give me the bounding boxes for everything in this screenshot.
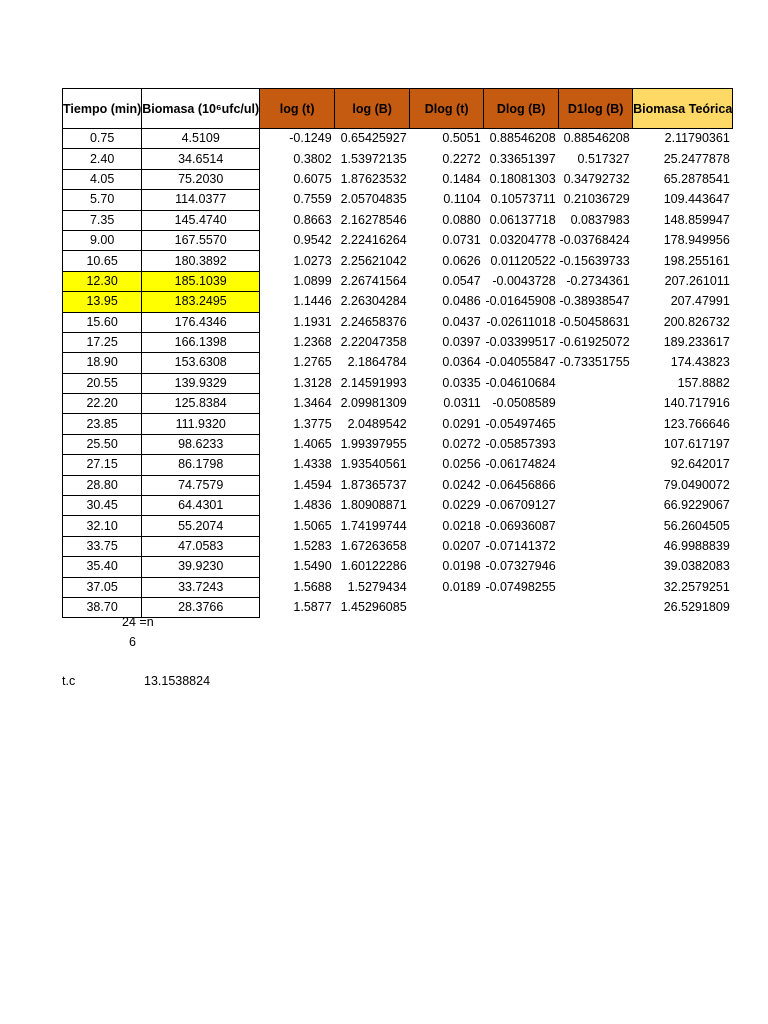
table-cell: 1.5283 [293, 539, 332, 553]
table-cell: 33.7243 [142, 577, 260, 597]
table-cell: 1.4836 [293, 498, 332, 513]
table-cell: 74.7579 [142, 475, 260, 495]
table-cell: 0.0437 [442, 314, 481, 329]
table-cell: 109.443647 [663, 192, 730, 207]
table-cell: 5.70 [63, 190, 142, 210]
table-cell: 189.233617 [663, 335, 730, 350]
table-cell: 2.0489542 [347, 416, 407, 431]
table-cell: 2.26741564 [340, 273, 407, 288]
table-cell: 207.261011 [664, 273, 730, 288]
table-cell: 0.5051 [442, 131, 481, 146]
table-cell [559, 597, 633, 617]
table-cell: 0.88546208 [489, 131, 556, 146]
header-row [63, 89, 733, 129]
table-cell [559, 557, 633, 577]
table-cell: 1.4065 [293, 437, 332, 452]
table-cell: 13.95 [63, 292, 142, 312]
table-cell: 10.65 [63, 251, 142, 271]
header-log-b: log (B) [335, 89, 410, 129]
table-cell: 15.60 [63, 312, 142, 332]
table-cell: 0.0880 [442, 212, 481, 227]
table-cell: 0.0335 [442, 375, 481, 390]
header-dlog-t: Dlog (t) [410, 89, 484, 129]
table-cell: 64.4301 [142, 496, 260, 516]
table-cell: 35.40 [63, 557, 142, 577]
table-cell: 17.25 [63, 332, 142, 352]
table-cell: 0.6075 [293, 171, 332, 186]
table-row [63, 149, 733, 169]
table-row [63, 373, 733, 393]
table-cell: 9.00 [63, 230, 142, 250]
table-cell: 37.05 [63, 577, 142, 597]
table-cell: 185.1039 [142, 271, 260, 291]
table-cell: 18.90 [63, 353, 142, 373]
table-cell: 140.717916 [663, 396, 730, 411]
table-cell: 0.0364 [442, 355, 481, 370]
table-cell: 2.22047358 [340, 335, 407, 350]
table-cell: 157.8882 [677, 375, 730, 390]
table-cell: 30.45 [63, 496, 142, 516]
table-cell: -0.38938547 [559, 294, 630, 309]
table-cell: -0.01645908 [485, 294, 556, 309]
table-cell: 2.09981309 [340, 396, 407, 411]
table-cell: 2.14591993 [340, 375, 407, 390]
table-cell: -0.0043728 [492, 273, 556, 288]
table-cell: 107.617197 [663, 437, 730, 452]
table-cell: 1.74199744 [340, 518, 407, 533]
table-cell: 1.0273 [293, 253, 332, 268]
table-cell: 0.0311 [443, 396, 481, 411]
table-cell: 28.3766 [142, 597, 260, 617]
table-cell: 22.20 [63, 394, 142, 414]
table-cell: -0.0508589 [492, 396, 556, 411]
table-cell: -0.04610684 [485, 375, 556, 390]
table-cell: 1.67263658 [340, 539, 407, 553]
table-cell: -0.03768424 [559, 233, 630, 248]
table-cell: 46.9988839 [663, 539, 730, 553]
table-cell: 0.0198 [442, 559, 481, 574]
table-row [63, 292, 733, 312]
table-row [63, 230, 733, 250]
table-cell: 178.949956 [663, 233, 730, 248]
table-cell: 0.03204778 [489, 233, 556, 248]
table-cell: 114.0377 [142, 190, 260, 210]
table-cell: 198.255161 [663, 253, 730, 268]
table-cell: 2.1864784 [347, 355, 407, 370]
table-cell: -0.61925072 [559, 335, 630, 350]
table-cell: 0.0272 [442, 437, 481, 452]
table-cell: 56.2604505 [663, 518, 730, 533]
table-row [63, 577, 733, 597]
table-cell: 1.99397955 [340, 437, 407, 452]
table-cell: 92.642017 [670, 457, 730, 472]
table-cell: 0.0837983 [570, 212, 630, 227]
n-value: 24 [122, 615, 136, 629]
table-cell: 1.3464 [293, 396, 332, 411]
table-row [63, 516, 733, 536]
table-cell: 75.2030 [142, 169, 260, 189]
n-note [122, 615, 154, 629]
table-cell: 1.1446 [293, 294, 332, 309]
table-cell: 38.70 [63, 597, 142, 617]
table-cell: 0.33651397 [489, 151, 556, 166]
table-cell: 0.0218 [442, 518, 481, 533]
table-cell [559, 414, 633, 434]
table-cell: 1.87365737 [340, 477, 407, 492]
table-cell: 123.766646 [663, 416, 730, 431]
table-cell: 207.47991 [670, 294, 730, 309]
table-cell: 0.517327 [577, 151, 630, 166]
header-dlog-b: Dlog (B) [484, 89, 559, 129]
table-cell: 1.93540561 [340, 457, 407, 472]
data-table [62, 88, 733, 618]
table-cell: -0.05497465 [485, 416, 556, 431]
table-cell [559, 516, 633, 536]
table-cell: 32.2579251 [663, 579, 730, 594]
table-row [63, 455, 733, 475]
table-cell: 28.80 [63, 475, 142, 495]
table-cell: 1.3775 [293, 416, 332, 431]
table-cell: 0.06137718 [489, 212, 556, 227]
table-cell: 1.5490 [293, 559, 332, 574]
table-cell: 1.5279434 [347, 579, 407, 594]
table-cell: 148.859947 [663, 212, 730, 227]
table-cell: 174.43823 [670, 355, 730, 370]
table-cell: 1.2765 [293, 355, 332, 370]
table-cell: 0.18081303 [489, 171, 556, 186]
table-cell: 200.826732 [663, 314, 730, 329]
table-cell: -0.04055847 [485, 355, 556, 370]
table-cell: -0.2734361 [566, 273, 630, 288]
table-cell: 0.0242 [442, 477, 481, 492]
table-cell: -0.03399517 [485, 335, 556, 350]
table-cell: 55.2074 [142, 516, 260, 536]
table-cell: 145.4740 [142, 210, 260, 230]
table-cell: -0.15639733 [559, 253, 630, 268]
table-cell: 0.0229 [442, 498, 481, 513]
table-cell: 1.5065 [293, 518, 332, 533]
table-cell [559, 455, 633, 475]
table-cell: -0.05857393 [485, 437, 556, 452]
table-cell: 66.9229067 [663, 498, 730, 513]
table-cell: 0.8663 [293, 212, 332, 227]
table-row [63, 536, 733, 556]
table-cell: 167.5570 [142, 230, 260, 250]
table-cell: 1.5688 [293, 579, 332, 594]
table-cell: 25.50 [63, 434, 142, 454]
table-cell: 0.65425927 [340, 131, 407, 146]
table-cell: 0.10573711 [490, 192, 556, 207]
table-cell [410, 597, 484, 617]
table-cell: 4.05 [63, 169, 142, 189]
table-cell: 2.16278546 [340, 212, 407, 227]
table-cell: -0.07141372 [485, 539, 556, 553]
table-cell: -0.07498255 [485, 579, 556, 594]
header-log-t: log (t) [260, 89, 335, 129]
table-row [63, 394, 733, 414]
table-row [63, 475, 733, 495]
table-cell [559, 394, 633, 414]
table-cell: 139.9329 [142, 373, 260, 393]
table-row [63, 414, 733, 434]
table-cell: 20.55 [63, 373, 142, 393]
table-cell: 65.2878541 [663, 171, 730, 186]
table-cell: 1.2368 [293, 335, 332, 350]
table-cell: 0.7559 [293, 192, 332, 207]
table-cell [484, 597, 559, 617]
table-cell: 33.75 [63, 536, 142, 556]
table-cell [559, 496, 633, 516]
table-cell [559, 434, 633, 454]
table-cell: 1.80908871 [340, 498, 407, 513]
table-cell: 98.6233 [142, 434, 260, 454]
table-cell: -0.06174824 [485, 457, 556, 472]
table-cell [559, 475, 633, 495]
table-cell: 125.8384 [142, 394, 260, 414]
table-cell: 27.15 [63, 455, 142, 475]
table-cell: 2.22416264 [340, 233, 407, 248]
table-row [63, 169, 733, 189]
table-cell: 34.6514 [142, 149, 260, 169]
table-cell: 176.4346 [142, 312, 260, 332]
table-cell: 47.0583 [142, 536, 260, 556]
table-cell: 0.01120522 [490, 253, 556, 268]
table-cell: 39.9230 [142, 557, 260, 577]
table-cell: 25.2477878 [663, 151, 730, 166]
table-cell [559, 536, 633, 556]
table-cell: 1.53972135 [340, 151, 407, 166]
table-row [63, 190, 733, 210]
table-cell: 166.1398 [142, 332, 260, 352]
table-cell: 0.0731 [442, 233, 481, 248]
table-row [63, 251, 733, 271]
table-cell: 1.0899 [293, 273, 332, 288]
table-cell: -0.06456866 [485, 477, 556, 492]
table-cell [559, 373, 633, 393]
table-row [63, 271, 733, 291]
table-cell: 2.05704835 [340, 192, 407, 207]
table-row [63, 434, 733, 454]
table-cell: 1.3128 [293, 375, 332, 390]
table-cell: -0.06936087 [485, 518, 556, 533]
table-cell: 1.4594 [293, 477, 332, 492]
table-cell: 2.26304284 [340, 294, 407, 309]
table-cell: 0.0547 [442, 273, 481, 288]
table-cell: 79.0490072 [663, 477, 730, 492]
table-cell: 183.2495 [142, 292, 260, 312]
table-body [63, 129, 733, 618]
table-row [63, 312, 733, 332]
table-cell: 7.35 [63, 210, 142, 230]
table-cell: 39.0382083 [663, 559, 730, 574]
table-cell: 0.75 [63, 129, 142, 149]
table-cell: -0.02611018 [486, 314, 556, 329]
table-cell: 1.4338 [293, 457, 332, 472]
tc-value: 13.1538824 [144, 674, 211, 688]
table-cell: 0.9542 [293, 233, 332, 248]
n-label: =n [139, 615, 154, 629]
table-cell: 0.0207 [442, 539, 481, 553]
table-cell: 1.87623532 [340, 171, 407, 186]
table-cell: 153.6308 [142, 353, 260, 373]
table-cell: 23.85 [63, 414, 142, 434]
table-cell: 0.0626 [442, 253, 481, 268]
header-biomasa: Biomasa (10⁶ufc/ul) [142, 89, 260, 129]
table-cell: -0.1249 [289, 131, 332, 146]
table-cell: 0.0486 [442, 294, 481, 309]
table-cell: -0.50458631 [559, 314, 630, 329]
table-cell: 32.10 [63, 516, 142, 536]
header-tiempo: Tiempo (min) [63, 89, 142, 129]
table-cell: 0.34792732 [563, 171, 630, 186]
table-cell: 180.3892 [142, 251, 260, 271]
table-cell: 1.1931 [293, 314, 332, 329]
table-row [63, 597, 733, 617]
table-cell: 0.1104 [443, 192, 481, 207]
table-cell: 0.21036729 [563, 192, 630, 207]
table-row [63, 210, 733, 230]
header-biomasa-teorica: Biomasa Teórica [633, 89, 733, 129]
table-cell [559, 577, 633, 597]
table-cell: 0.0256 [442, 457, 481, 472]
table-cell: 2.40 [63, 149, 142, 169]
table-row [63, 557, 733, 577]
table-row [63, 332, 733, 352]
table-row [63, 496, 733, 516]
six-value: 6 [129, 635, 136, 649]
table-cell: -0.07327946 [485, 559, 556, 574]
table-cell: 86.1798 [142, 455, 260, 475]
table-cell: 0.1484 [442, 171, 481, 186]
table-row [63, 353, 733, 373]
table-cell: 111.9320 [142, 414, 260, 434]
table-cell: 0.0189 [442, 579, 481, 594]
table-cell: 1.45296085 [340, 600, 407, 615]
table-cell: 0.3802 [293, 151, 332, 166]
table-cell: -0.06709127 [485, 498, 556, 513]
table-row [63, 129, 733, 149]
header-d1log-b: D1log (B) [559, 89, 633, 129]
tc-label: t.c [62, 674, 76, 688]
table-cell: 1.60122286 [340, 559, 407, 574]
table-cell: 2.24658376 [340, 314, 407, 329]
table-cell: -0.73351755 [559, 355, 630, 370]
table-cell: 2.11790361 [664, 131, 730, 146]
table-cell: 0.2272 [442, 151, 481, 166]
table-cell: 0.88546208 [563, 131, 630, 146]
table-cell: 4.5109 [142, 129, 260, 149]
table-cell: 12.30 [63, 271, 142, 291]
table-cell: 0.0291 [442, 416, 481, 431]
table-cell: 1.5877 [293, 600, 332, 615]
table-cell: 0.0397 [442, 335, 481, 350]
table-cell: 26.5291809 [663, 600, 730, 615]
table-cell: 2.25621042 [340, 253, 407, 268]
